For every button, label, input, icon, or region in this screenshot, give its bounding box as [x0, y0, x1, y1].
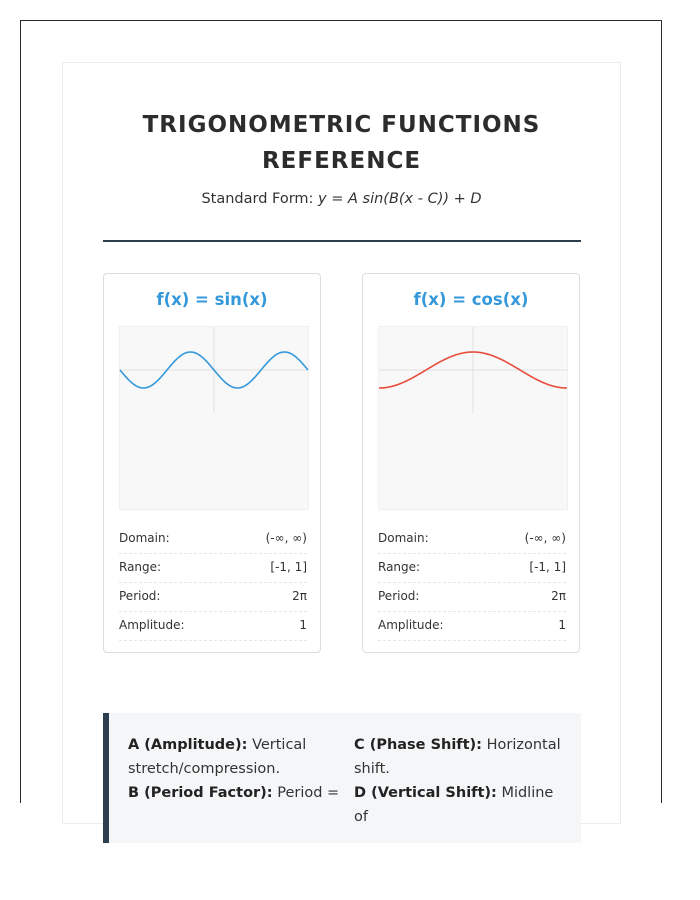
property-value: 2π [292, 589, 307, 603]
property-row-range [378, 554, 566, 583]
legend-item-phase-shift [354, 733, 568, 781]
legend-term: C (Phase Shift): [354, 737, 482, 753]
function-plot-sin [119, 326, 309, 510]
function-card-cos [362, 273, 580, 653]
property-value: (-∞, ∞) [265, 531, 307, 545]
legend-grid [128, 733, 568, 829]
page-subtitle [63, 191, 620, 207]
legend-term: B (Period Factor): [128, 785, 273, 801]
property-row-domain [119, 525, 307, 554]
legend-term: A (Amplitude): [128, 737, 248, 753]
legend-term: D (Vertical Shift): [354, 785, 497, 801]
property-value: 2π [551, 589, 566, 603]
title-divider [103, 240, 581, 242]
property-row-period [378, 583, 566, 612]
property-value: (-∞, ∞) [524, 531, 566, 545]
property-row-period [119, 583, 307, 612]
properties-list [119, 525, 307, 641]
card-title: f(x) = cos(x) [413, 290, 529, 309]
plot-svg-sin [120, 327, 308, 509]
card-title: f(x) = sin(x) [156, 290, 268, 309]
legend-item-amplitude [128, 733, 354, 781]
property-value: [-1, 1] [529, 560, 566, 574]
function-plot-cos [378, 326, 568, 510]
property-label: Amplitude: [119, 618, 185, 632]
property-label: Range: [378, 560, 421, 574]
property-value: 1 [558, 618, 566, 632]
property-label: Domain: [119, 531, 170, 545]
property-value: 1 [299, 618, 307, 632]
legend-item-vertical-shift [354, 781, 568, 829]
parameter-legend [103, 713, 581, 843]
subtitle-prefix: Standard Form: [201, 191, 319, 207]
property-label: Period: [378, 589, 420, 603]
property-value: [-1, 1] [270, 560, 307, 574]
title-line-2: REFERENCE [261, 148, 422, 174]
reference-sheet [62, 62, 621, 824]
legend-description: Period = [277, 785, 340, 801]
property-row-range [119, 554, 307, 583]
page-title [63, 107, 620, 179]
property-label: Range: [119, 560, 162, 574]
property-label: Amplitude: [378, 618, 444, 632]
property-row-amplitude [119, 612, 307, 641]
legend-description: Vertical stretch/compression. [128, 737, 307, 777]
property-label: Period: [119, 589, 161, 603]
function-card-sin [103, 273, 321, 653]
property-row-domain [378, 525, 566, 554]
property-label: Domain: [378, 531, 429, 545]
properties-list [378, 525, 566, 641]
page-frame [20, 20, 662, 825]
standard-form-formula: y = A sin(B(x - C)) + D [318, 191, 482, 207]
legend-description: Midline of [354, 785, 554, 825]
legend-item-period-factor [128, 781, 354, 829]
legend-description: Horizontal shift. [354, 737, 561, 777]
title-line-1: TRIGONOMETRIC FUNCTIONS [142, 112, 541, 138]
property-row-amplitude [378, 612, 566, 641]
plot-svg-cos [379, 327, 567, 509]
